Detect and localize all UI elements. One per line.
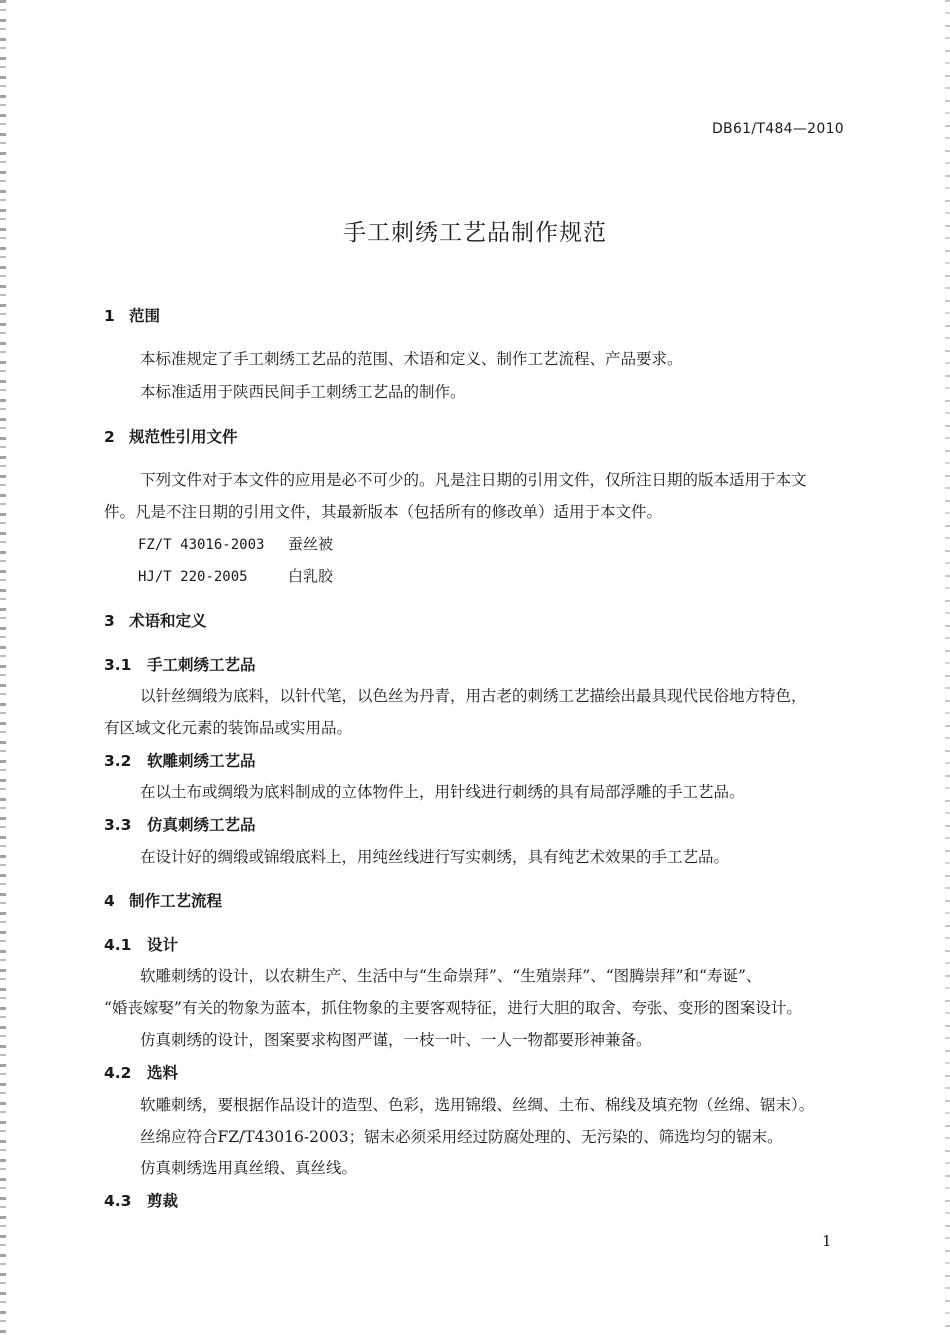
document-title: 手工刺绣工艺品制作规范: [343, 220, 607, 246]
section-2-heading: [104, 425, 238, 447]
document-code: DB61/T484—2010: [711, 121, 844, 137]
reference-name: 白乳胶: [288, 567, 334, 585]
section-title: 制作工艺流程: [129, 892, 223, 910]
paragraph-line: 以针丝绸缎为底料，以针代笔，以色丝为丹青，用古老的刺绣工艺描绘出最具现代民俗地方特色，: [140, 687, 807, 705]
section-number: 4: [104, 892, 115, 910]
paragraph: 本标准适用于陕西民间手工刺绣工艺品的制作。: [140, 383, 466, 401]
scan-edge-left: [0, 0, 6, 1335]
page-number: 1: [822, 1232, 832, 1250]
section-title: 术语和定义: [129, 612, 207, 630]
section-4-heading: [104, 889, 222, 911]
section-1-heading: [104, 304, 160, 326]
subsection-3-2-heading: [104, 749, 256, 771]
subsection-number: 3.1: [104, 656, 132, 674]
normative-reference: [138, 565, 333, 586]
subsection-3-3-heading: [104, 813, 256, 835]
paragraph-line: 有区域文化元素的装饰品或实用品。: [104, 719, 353, 737]
subsection-4-2-heading: [104, 1061, 178, 1083]
subsection-3-1-heading: [104, 653, 256, 675]
paragraph-line: 软雕刺绣，要根据作品设计的造型、色彩，选用锦缎、丝绸、土布、棉线及填充物（丝绵、锯末）。: [140, 1096, 815, 1114]
subsection-4-3-heading: [104, 1189, 178, 1211]
paragraph-line: 在以土布或绸缎为底料制成的立体物件上，用针线进行刺绣的具有局部浮雕的手工艺品。: [140, 783, 745, 801]
paragraph: 本标准规定了手工刺绣工艺品的范围、术语和定义、制作工艺流程、产品要求。: [140, 350, 683, 368]
subsection-number: 3.3: [104, 816, 132, 834]
paragraph-line: 仿真刺绣选用真丝缎、真丝线。: [140, 1159, 358, 1177]
section-number: 2: [104, 428, 115, 446]
paragraph-line: 件。凡是不注日期的引用文件，其最新版本（包括所有的修改单）适用于本文件。: [104, 503, 663, 521]
reference-code: FZ/T 43016-2003: [138, 537, 265, 553]
scan-edge-right: [945, 0, 950, 1335]
section-3-heading: [104, 609, 207, 631]
normative-reference: [138, 533, 333, 554]
paragraph-line: 软雕刺绣的设计，以农耕生产、生活中与“生命崇拜”、“生殖崇拜”、“图腾崇拜”和“寿诞”、: [140, 967, 762, 985]
subsection-4-1-heading: [104, 933, 178, 955]
subsection-title: 剪裁: [147, 1192, 179, 1210]
section-title: 规范性引用文件: [129, 428, 238, 446]
paragraph-line: “婚丧嫁娶”有关的物象为蓝本，抓住物象的主要客观特征，进行大胆的取舍、夸张、变形的图案设计。: [104, 999, 802, 1017]
subsection-title: 仿真刺绣工艺品: [147, 816, 256, 834]
reference-name: 蚕丝被: [288, 535, 334, 553]
paragraph-line: 在设计好的绸缎或锦缎底料上，用纯丝线进行写实刺绣，具有纯艺术效果的手工艺品。: [140, 848, 730, 866]
subsection-title: 软雕刺绣工艺品: [147, 752, 256, 770]
section-title: 范围: [129, 307, 161, 325]
reference-code: HJ/T 220-2005: [138, 569, 248, 585]
subsection-number: 4.2: [104, 1064, 132, 1082]
subsection-title: 设计: [147, 936, 179, 954]
section-number: 3: [104, 612, 115, 630]
subsection-number: 3.2: [104, 752, 132, 770]
subsection-number: 4.1: [104, 936, 132, 954]
section-number: 1: [104, 307, 115, 325]
paragraph-line: 丝绵应符合FZ/T43016-2003；锯末必须采用经过防腐处理的、无污染的、筛选均匀的锯末。: [140, 1128, 783, 1146]
paragraph-line: 仿真刺绣的设计，图案要求构图严谨，一枝一叶、一人一物都要形神兼备。: [140, 1031, 652, 1049]
paragraph-line: 下列文件对于本文件的应用是必不可少的。凡是注日期的引用文件，仅所注日期的版本适用于本文: [140, 471, 807, 489]
subsection-title: 手工刺绣工艺品: [147, 656, 256, 674]
subsection-title: 选料: [147, 1064, 179, 1082]
subsection-number: 4.3: [104, 1192, 132, 1210]
